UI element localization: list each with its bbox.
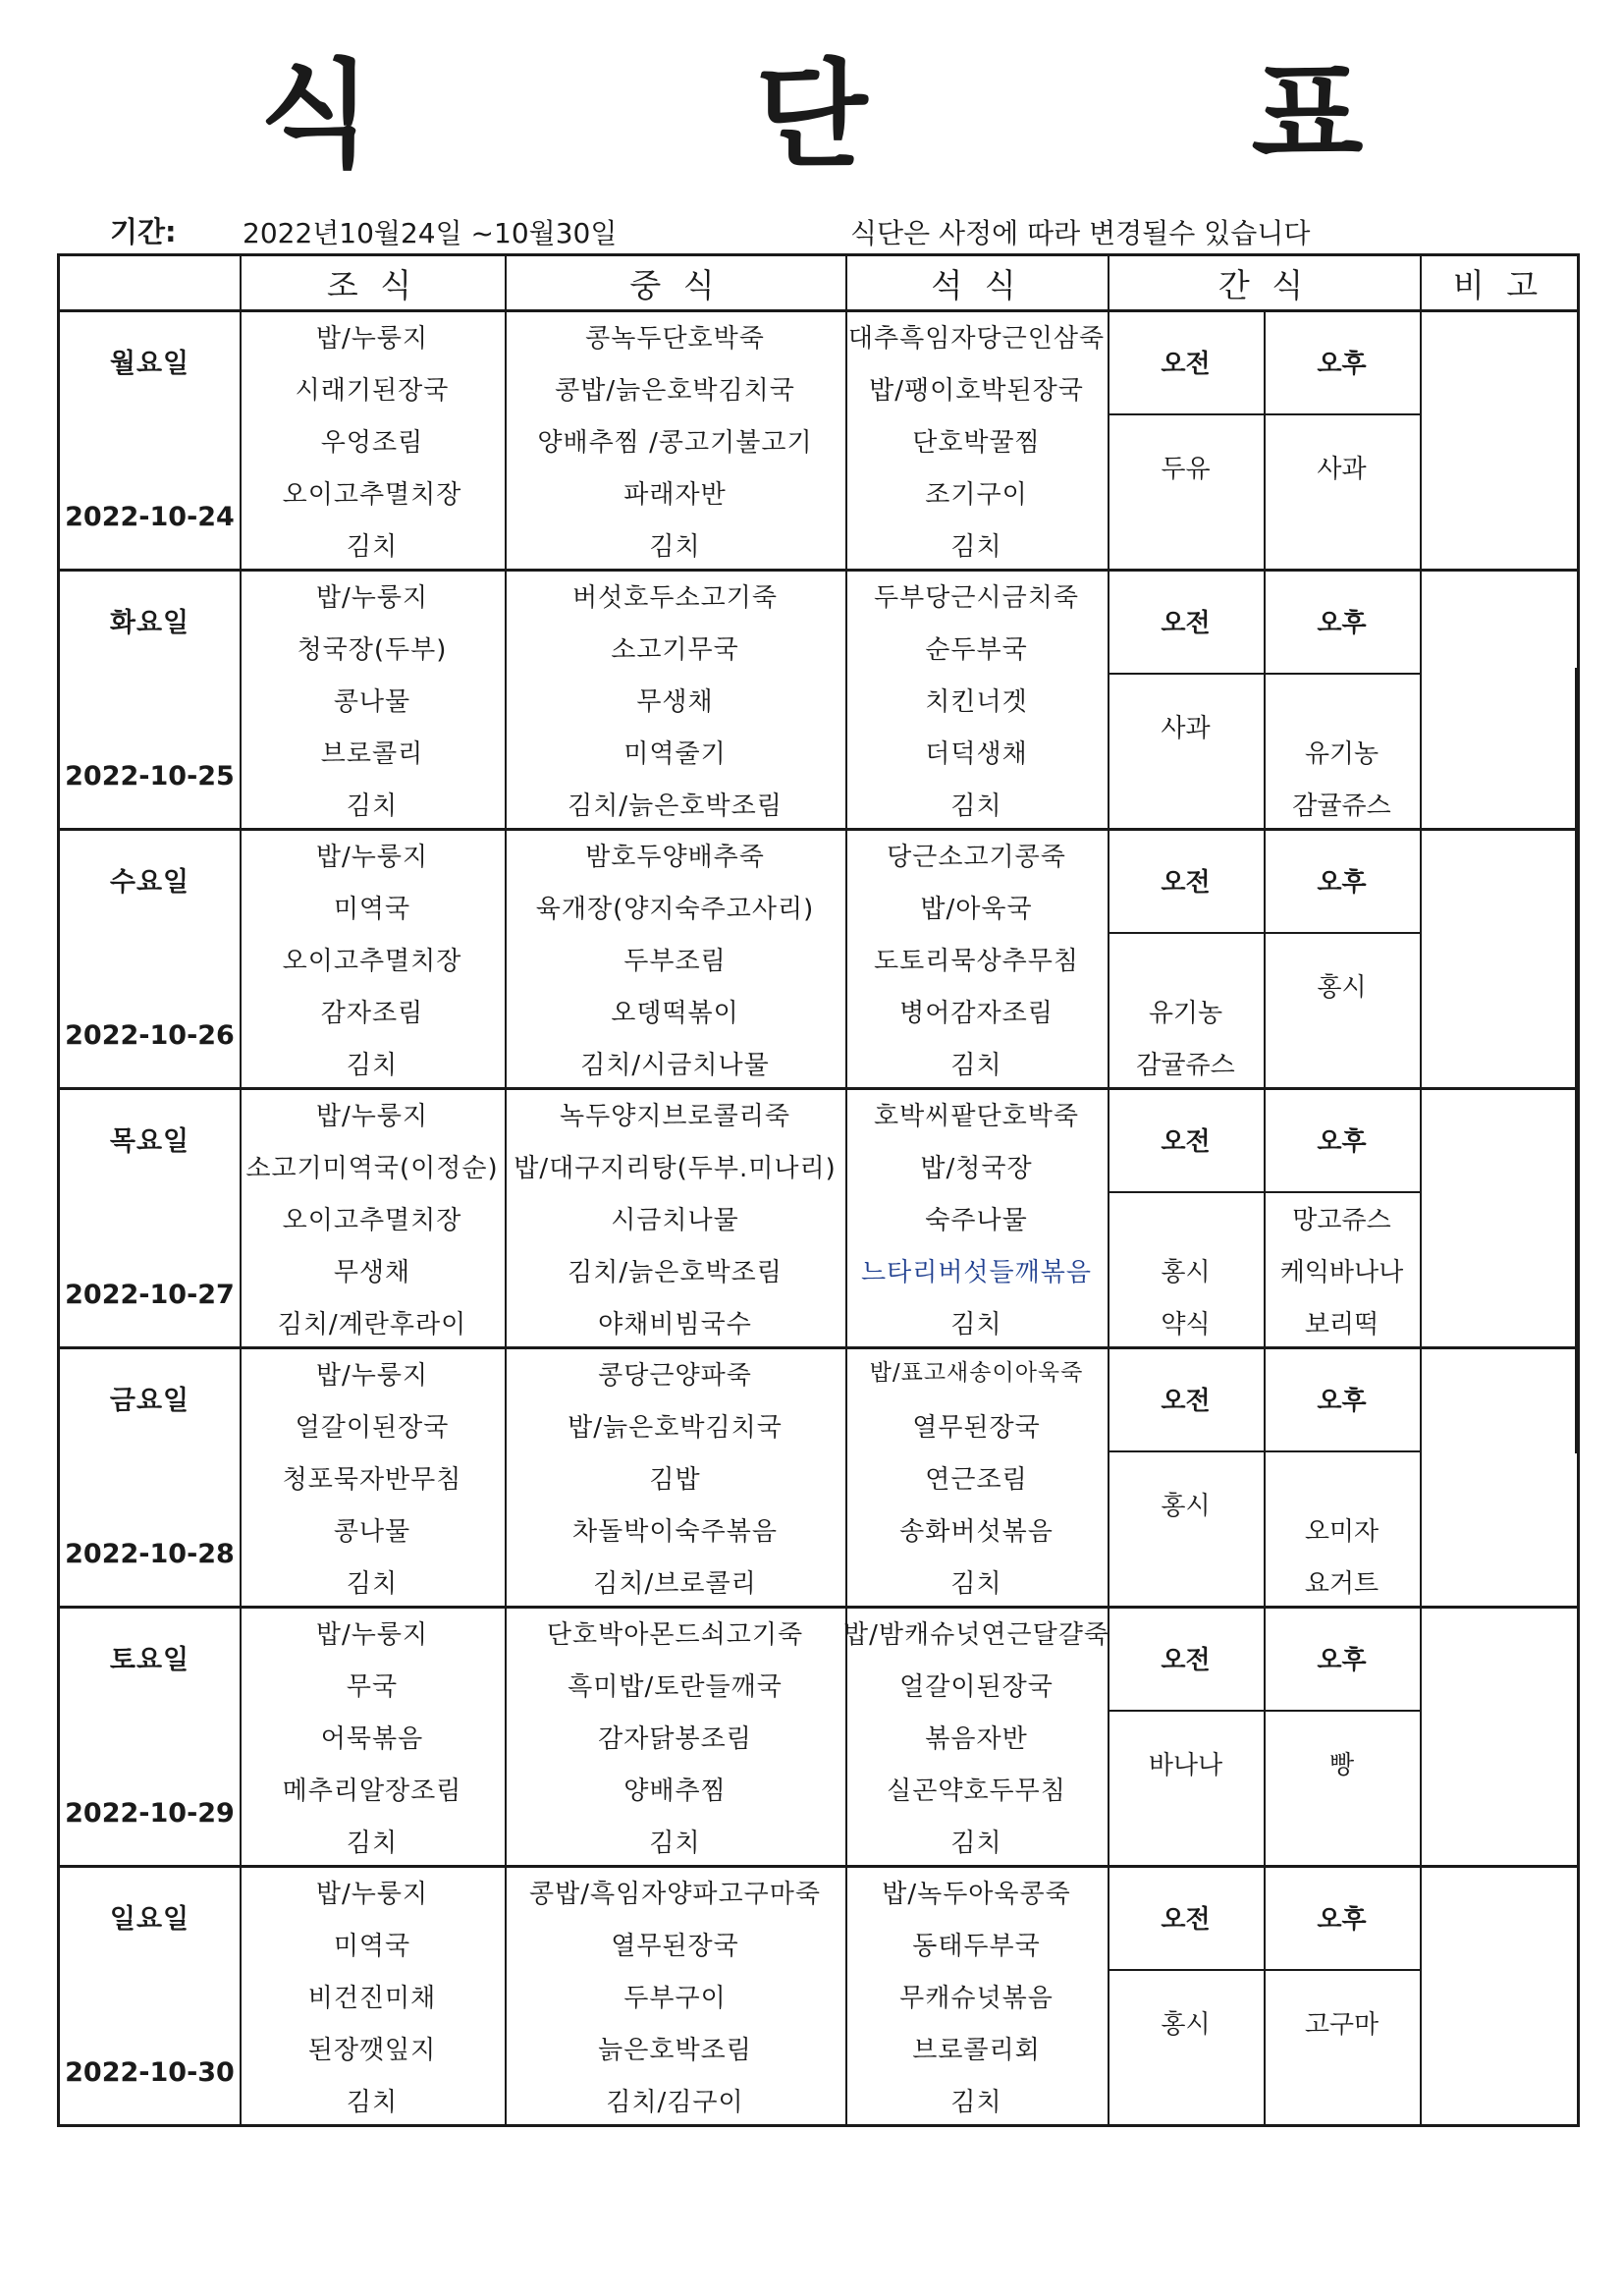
dinner-item: 호박씨팥단호박죽 — [874, 1102, 1079, 1131]
day-date: 2022-10-28 — [65, 1539, 235, 1569]
lunch-item: 콩당근양파죽 — [598, 1361, 752, 1391]
snack-divider — [1108, 413, 1420, 415]
snack-am-item: 감귤쥬스 — [1136, 1051, 1235, 1080]
lunch-item: 무생채 — [636, 687, 714, 717]
column-divider — [1420, 256, 1422, 2124]
breakfast-item: 무생채 — [333, 1258, 411, 1287]
breakfast-item: 밥/누룽지 — [315, 1620, 429, 1650]
dinner-item: 조기구이 — [925, 480, 1028, 510]
dinner-item: 느타리버섯들깨볶음 — [860, 1258, 1093, 1287]
header-dinner: 석 식 — [931, 265, 1022, 304]
snack-pm-item: 사과 — [1317, 454, 1367, 484]
dinner-item: 얼갈이된장국 — [899, 1672, 1054, 1702]
snack-divider — [1108, 673, 1420, 675]
snack-box — [1108, 1087, 1420, 1346]
dinner-item: 밥/청국장 — [920, 1154, 1033, 1183]
snack-pm-label: 오후 — [1317, 1126, 1367, 1157]
breakfast-item: 오이고추멸치장 — [282, 947, 462, 976]
lunch-item: 차돌박이숙주볶음 — [572, 1517, 778, 1547]
breakfast-item: 메추리알장조림 — [282, 1777, 462, 1806]
snack-am-item: 약식 — [1161, 1310, 1211, 1339]
snack-am-label: 오전 — [1161, 1904, 1211, 1935]
lunch-item: 두부조림 — [623, 947, 727, 976]
dinner-item: 치킨너겟 — [925, 687, 1028, 717]
day-date: 2022-10-25 — [65, 761, 235, 792]
dinner-item: 김치 — [950, 1051, 1002, 1080]
snack-box — [1108, 1606, 1420, 1865]
breakfast-item: 김치 — [346, 1569, 399, 1599]
breakfast-item: 밥/누룽지 — [315, 583, 429, 613]
snack-pm-item: 고구마 — [1304, 2009, 1380, 2040]
snack-am-item: 두유 — [1161, 454, 1211, 484]
dinner-item: 밥/팽이호박된장국 — [869, 376, 1084, 406]
dinner-item: 밥/밤캐슈넛연근달걀죽 — [843, 1620, 1109, 1650]
snack-box — [1108, 569, 1420, 828]
lunch-item: 흑미밥/토란들깨국 — [568, 1672, 783, 1702]
breakfast-item: 김치 — [346, 1051, 399, 1080]
dinner-item: 연근조림 — [925, 1465, 1028, 1495]
dinner-item: 도토리묵상추무침 — [874, 947, 1079, 976]
snack-pm-item: 오미자 — [1304, 1517, 1380, 1547]
day-name: 목요일 — [109, 1126, 190, 1157]
snack-pm-item: 감귤쥬스 — [1292, 792, 1391, 821]
breakfast-item: 된장깻잎지 — [307, 2036, 437, 2065]
snack-am-label: 오전 — [1161, 349, 1211, 379]
breakfast-item: 감자조림 — [320, 999, 424, 1028]
day-name: 토요일 — [109, 1645, 190, 1675]
breakfast-item: 콩나물 — [333, 687, 411, 717]
lunch-item: 밤호두양배추죽 — [585, 843, 765, 872]
breakfast-item: 소고기미역국(이정순) — [245, 1154, 499, 1183]
lunch-item: 밥/대구지리탕(두부.미나리) — [514, 1154, 837, 1183]
lunch-item: 김치/시금치나물 — [580, 1051, 770, 1080]
dinner-item: 단호박꿀찜 — [912, 428, 1041, 458]
dinner-item: 송화버섯볶음 — [899, 1517, 1054, 1547]
lunch-item: 콩밥/흑임자양파고구마죽 — [528, 1880, 822, 1909]
dinner-item: 열무된장국 — [912, 1413, 1041, 1443]
breakfast-item: 어묵볶음 — [320, 1724, 424, 1754]
period-value: 2022년10월24일 ~10월30일 — [243, 217, 618, 249]
lunch-item: 밥/늙은호박김치국 — [568, 1413, 783, 1443]
snack-box — [1108, 828, 1420, 1087]
dinner-item: 김치 — [950, 792, 1002, 821]
snack-pm-label: 오후 — [1317, 1386, 1367, 1416]
snack-pm-label: 오후 — [1317, 1904, 1367, 1935]
breakfast-item: 우엉조림 — [320, 428, 424, 458]
snack-pm-label: 오후 — [1317, 1645, 1367, 1675]
lunch-item: 야채비빔국수 — [598, 1310, 752, 1339]
lunch-item: 김치/늙은호박조림 — [568, 792, 783, 821]
snack-divider — [1108, 1450, 1420, 1452]
breakfast-item: 김치 — [346, 792, 399, 821]
lunch-item: 열무된장국 — [611, 1932, 739, 1961]
snack-am-item: 사과 — [1161, 713, 1211, 743]
breakfast-item: 얼갈이된장국 — [295, 1413, 450, 1443]
dinner-item: 동태두부국 — [912, 1932, 1041, 1961]
header-lunch: 중 식 — [629, 265, 721, 304]
lunch-item: 버섯호두소고기죽 — [572, 583, 778, 613]
breakfast-item: 밥/누룽지 — [315, 843, 429, 872]
lunch-item: 김치/늙은호박조림 — [568, 1258, 783, 1287]
snack-box — [1108, 1865, 1420, 2124]
snack-pm-item: 망고쥬스 — [1292, 1206, 1391, 1235]
snack-am-label: 오전 — [1161, 608, 1211, 638]
lunch-item: 김밥 — [649, 1465, 701, 1495]
dinner-item: 볶음자반 — [925, 1724, 1028, 1754]
breakfast-item: 김치 — [346, 2088, 399, 2117]
dinner-item: 대추흑임자당근인삼죽 — [847, 324, 1106, 354]
dinner-item: 김치 — [950, 2088, 1002, 2117]
snack-box — [1108, 1346, 1420, 1606]
day-date: 2022-10-30 — [65, 2057, 235, 2088]
breakfast-item: 콩나물 — [333, 1517, 411, 1547]
snack-pm-label: 오후 — [1317, 349, 1367, 379]
lunch-item: 육개장(양지숙주고사리) — [535, 895, 815, 924]
lunch-item: 양배추찜 — [623, 1777, 727, 1806]
day-name: 금요일 — [109, 1386, 190, 1416]
snack-am-item: 홍시 — [1161, 1258, 1211, 1287]
lunch-item: 소고기무국 — [611, 635, 739, 665]
dinner-item: 밥/표고새송이아욱죽 — [869, 1360, 1084, 1386]
snack-pm-item: 케익바나나 — [1279, 1258, 1404, 1287]
dinner-item: 무캐슈넛볶음 — [899, 1984, 1054, 2013]
snack-divider — [1108, 1710, 1420, 1712]
snack-pm-label: 오후 — [1317, 608, 1367, 638]
snack-divider — [1108, 1969, 1420, 1971]
dinner-item: 순두부국 — [925, 635, 1028, 665]
dinner-item: 두부당근시금치죽 — [874, 583, 1079, 613]
header-note: 비 고 — [1452, 265, 1544, 304]
breakfast-item: 김치/계란후라이 — [277, 1310, 467, 1339]
breakfast-item: 밥/누룽지 — [315, 1102, 429, 1131]
lunch-item: 녹두양지브로콜리죽 — [559, 1102, 791, 1131]
header-breakfast: 조 식 — [326, 265, 418, 304]
snack-pm-item: 유기농 — [1304, 739, 1380, 769]
lunch-item: 콩녹두단호박죽 — [585, 324, 765, 354]
dinner-item: 실곤약호두무침 — [887, 1777, 1066, 1806]
lunch-item: 김치 — [649, 1829, 701, 1858]
lunch-item: 파래자반 — [623, 480, 727, 510]
meal-table — [57, 253, 1580, 2127]
page-title: 식 단 표 — [259, 47, 1536, 183]
snack-am-item: 홍시 — [1161, 1491, 1211, 1521]
lunch-item: 늙은호박조림 — [598, 2036, 752, 2065]
dinner-item: 김치 — [950, 532, 1002, 562]
period-label: 기간: — [110, 215, 177, 248]
snack-am-label: 오전 — [1161, 1645, 1211, 1675]
breakfast-item: 시래기된장국 — [295, 376, 450, 406]
snack-am-label: 오전 — [1161, 867, 1211, 898]
lunch-item: 김치/브로콜리 — [593, 1569, 757, 1599]
snack-box — [1108, 309, 1420, 569]
breakfast-item: 밥/누룽지 — [315, 324, 429, 354]
snack-am-item: 바나나 — [1148, 1750, 1223, 1780]
lunch-item: 미역줄기 — [623, 739, 727, 769]
breakfast-item: 김치 — [346, 532, 399, 562]
lunch-item: 시금치나물 — [611, 1206, 739, 1235]
dinner-item: 더덕생채 — [925, 739, 1028, 769]
day-name: 일요일 — [109, 1904, 190, 1935]
breakfast-item: 청포묵자반무침 — [282, 1465, 462, 1495]
snack-am-label: 오전 — [1161, 1126, 1211, 1157]
breakfast-item: 밥/누룽지 — [315, 1361, 429, 1391]
snack-pm-item: 빵 — [1328, 1750, 1355, 1780]
day-name: 수요일 — [109, 867, 190, 898]
lunch-item: 오뎅떡볶이 — [611, 999, 739, 1028]
snack-pm-item: 보리떡 — [1304, 1310, 1380, 1339]
header-snack: 간 식 — [1217, 265, 1310, 304]
dinner-item: 당근소고기콩죽 — [887, 843, 1066, 872]
breakfast-item: 김치 — [346, 1829, 399, 1858]
day-name: 화요일 — [109, 608, 190, 638]
snack-am-label: 오전 — [1161, 1386, 1211, 1416]
dinner-item: 밥/녹두아욱콩죽 — [882, 1880, 1071, 1909]
dinner-item: 브로콜리회 — [912, 2036, 1041, 2065]
change-notice: 식단은 사정에 따라 변경될수 있습니다 — [850, 217, 1311, 249]
day-date: 2022-10-27 — [65, 1280, 235, 1310]
scan-mark — [1575, 668, 1580, 1453]
day-date: 2022-10-26 — [65, 1020, 235, 1051]
snack-am-item: 홍시 — [1161, 2009, 1211, 2040]
day-name: 월요일 — [109, 349, 190, 379]
day-date: 2022-10-29 — [65, 1798, 235, 1829]
breakfast-item: 무국 — [346, 1672, 399, 1702]
snack-pm-item: 홍시 — [1317, 972, 1367, 1003]
dinner-item: 병어감자조림 — [899, 999, 1054, 1028]
lunch-item: 김치/김구이 — [606, 2088, 744, 2117]
breakfast-item: 미역국 — [333, 895, 411, 924]
snack-pm-label: 오후 — [1317, 867, 1367, 898]
breakfast-item: 오이고추멸치장 — [282, 480, 462, 510]
lunch-item: 양배추찜 /콩고기불고기 — [537, 428, 813, 458]
dinner-item: 김치 — [950, 1569, 1002, 1599]
breakfast-item: 밥/누룽지 — [315, 1880, 429, 1909]
lunch-item: 콩밥/늙은호박김치국 — [555, 376, 795, 406]
dinner-item: 김치 — [950, 1310, 1002, 1339]
breakfast-item: 청국장(두부) — [297, 635, 448, 665]
dinner-item: 밥/아욱국 — [920, 895, 1033, 924]
breakfast-item: 오이고추멸치장 — [282, 1206, 462, 1235]
dinner-item: 김치 — [950, 1829, 1002, 1858]
breakfast-item: 미역국 — [333, 1932, 411, 1961]
breakfast-item: 비건진미채 — [307, 1984, 437, 2013]
lunch-item: 김치 — [649, 532, 701, 562]
lunch-item: 두부구이 — [623, 1984, 727, 2013]
lunch-item: 감자닭봉조림 — [598, 1724, 752, 1754]
snack-divider — [1108, 932, 1420, 934]
lunch-item: 단호박아몬드쇠고기죽 — [546, 1620, 804, 1650]
dinner-item: 숙주나물 — [925, 1206, 1028, 1235]
breakfast-item: 브로콜리 — [320, 739, 424, 769]
day-date: 2022-10-24 — [65, 502, 235, 532]
snack-am-item: 유기농 — [1148, 999, 1223, 1028]
snack-pm-item: 요거트 — [1304, 1569, 1380, 1599]
